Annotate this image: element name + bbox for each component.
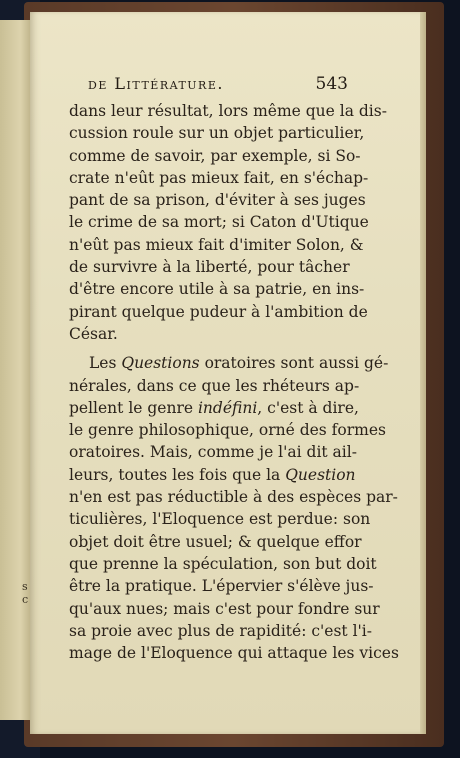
italic-text: Question — [285, 465, 356, 484]
text-run: de survivre à la liberté, pour tâcher — [69, 258, 350, 277]
italic-text: indéfini — [197, 398, 258, 417]
text-run: n'eût pas mieux fait d'imiter Solon, & — [69, 235, 364, 254]
text-line — [69, 419, 386, 441]
text-run: cussion roule sur un objet particulier, — [69, 124, 365, 143]
text-run: ticulières, l'Eloquence est perdue: son — [69, 510, 371, 529]
text-line — [69, 441, 357, 463]
text-line — [69, 122, 365, 144]
text-line — [69, 575, 374, 597]
running-head: de Littérature. — [88, 74, 224, 93]
text-run: oratoires sont aussi gé- — [199, 354, 389, 373]
text-run: pant de sa prison, d'éviter à ses juges — [69, 191, 366, 210]
text-run: être la pratique. L'épervier s'élève jus- — [69, 577, 374, 596]
text-line — [69, 598, 380, 620]
text-line — [69, 323, 348, 345]
text-run: oratoires. Mais, comme je l'ai dit ail- — [69, 443, 357, 462]
text-run: pellent le genre — [69, 398, 198, 417]
page-number: 543 — [315, 74, 348, 94]
text-line — [69, 167, 369, 189]
text-line — [69, 375, 360, 397]
left-page-fragment: c — [22, 593, 29, 606]
text-run: leurs, toutes les fois que la — [69, 465, 286, 484]
paragraph — [69, 352, 399, 664]
text-line — [69, 553, 377, 575]
text-run: n'en est pas réductible à des espèces par- — [69, 488, 398, 507]
text-run: qu'aux nues; mais c'est pour fondre sur — [69, 599, 380, 618]
text-run: nérales, dans ce que les rhéteurs ap- — [69, 376, 360, 395]
text-run: que prenne la spéculation, son but doit — [69, 554, 377, 573]
italic-text: Questions — [121, 354, 200, 373]
text-run: d'être encore utile à sa patrie, en ins- — [69, 280, 365, 299]
text-line — [69, 464, 356, 486]
page-text — [69, 100, 399, 664]
text-run: , c'est à dire, — [257, 398, 359, 417]
text-line — [69, 642, 399, 664]
text-run: le genre philosophique, orné des formes — [69, 421, 386, 440]
text-line — [69, 531, 362, 553]
paragraph-gap — [69, 345, 348, 352]
text-line — [69, 100, 387, 122]
text-line — [69, 278, 365, 300]
text-run: objet doit être usuel; & quelque effor — [69, 532, 362, 551]
text-run: Les — [89, 354, 122, 373]
text-line — [69, 145, 361, 167]
text-line — [69, 352, 389, 374]
text-run: le crime de sa mort; si Caton d'Utique — [69, 213, 369, 232]
page-header — [88, 74, 348, 100]
left-page-fragments — [22, 580, 28, 606]
text-line — [69, 486, 398, 508]
text-run: mage de l'Eloquence qui attaque les vices — [69, 644, 399, 663]
left-page-fragment: s — [22, 580, 28, 593]
text-run: comme de savoir, par exemple, si So- — [69, 146, 361, 165]
paragraph — [69, 100, 387, 345]
text-run: César. — [69, 324, 118, 343]
text-run: dans leur résultat, lors même que la dis- — [69, 102, 387, 120]
text-line — [69, 397, 359, 419]
text-line — [69, 234, 364, 256]
text-line — [69, 189, 366, 211]
text-run: crate n'eût pas mieux fait, en s'échap- — [69, 168, 369, 187]
text-run: pirant quelque pudeur à l'ambition de — [69, 302, 368, 321]
text-line — [69, 508, 371, 530]
text-line — [69, 256, 348, 278]
text-line — [69, 211, 369, 233]
text-line — [69, 620, 372, 642]
text-run: sa proie avec plus de rapidité: c'est l'i- — [69, 621, 372, 640]
page-edge — [420, 12, 426, 734]
text-line — [69, 301, 368, 323]
